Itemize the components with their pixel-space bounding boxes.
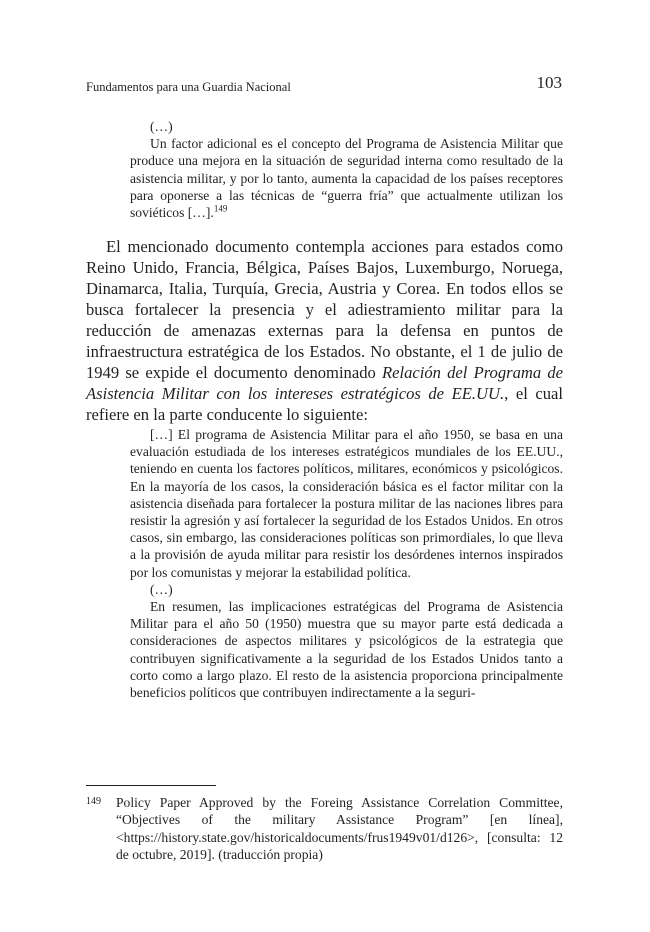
quote-paragraph xyxy=(130,135,563,221)
page-number: 103 xyxy=(536,73,562,92)
quote-text: Un factor adicional es el concepto del Programa de Asistencia Militar que produce una mejora en la situación de seguridad interna como resultado de la asistencia militar, y por lo tanto, aumenta la capacidad de los países receptores para oponerse a las técnicas de “guerra fría” que actualmente utilizan los soviéticos […]. xyxy=(130,136,563,221)
document-title: Relación del Programa de Asistencia Militar con los intereses estratégicos de EE.UU. xyxy=(86,363,563,403)
block-quote-2 xyxy=(130,426,563,701)
body-paragraph-text xyxy=(86,236,563,425)
block-quote-1 xyxy=(130,118,563,221)
footnote xyxy=(86,794,563,864)
running-title: Fundamentos para una Guardia Nacional xyxy=(86,80,291,94)
footnote-number: 149 xyxy=(86,796,101,807)
quote-paragraph-1: […] El programa de Asistencia Militar para el año 1950, se basa en una evaluación estudiada de los intereses estratégicos mundiales de los EE.UU., teniendo en cuenta los factores políticos, militares, económicos y psicológicos. En la mayoría de los casos, la consideración básica es el factor militar con la asistencia diseñada para fortalecer la postura militar de las naciones libres para resistir la agresión y así fortalecer la seguridad de los Estados Unidos. En otros casos, sin embargo, las consideraciones políticas son primordiales, lo que lleva a la provisión de ayuda militar para resistir los desórdenes internos inspirados por los comunistas y mejorar la estabilidad política. xyxy=(130,427,563,580)
body-text-after: , el cual refiere en la parte conducente lo siguiente: xyxy=(86,384,563,424)
quote-paragraph-2: En resumen, las implicaciones estratégicas del Programa de Asistencia Militar para el año 50 (1950) muestra que su mayor parte está dedicada a consideraciones de aspectos militares y psicológicos de la estrategia que contribuyen significativamente a la seguridad de los Estados Unidos tanto a corto como a largo plazo. El resto de la asistencia proporciona principalmente beneficios políticos que contribuyen indirectamente a la seguri- xyxy=(130,599,563,701)
footnote-reference[interactable]: 149 xyxy=(213,203,228,214)
quote-ellipsis: (…) xyxy=(150,581,173,597)
quote-ellipsis: (…) xyxy=(150,119,173,134)
body-text-before: El mencionado documento contempla acciones para estados como Reino Unido, Francia, Bélgica, Países Bajos, Luxemburgo, Noruega, Dinamarca, Italia, Turquía, Grecia, Austria y Corea. En todos ellos se busca fortalecer la presencia y el adiestramiento militar para la reducción de amenazas externas para la defensa en puntos de infraestructura estratégica de los Estados. No obstante, el 1 de julio de 1949 se expide el documento denominado xyxy=(86,237,563,382)
body-paragraph xyxy=(86,236,563,425)
footnote-text: Policy Paper Approved by the Foreing Assistance Correlation Committee, “Objectives of the military Assistance Program” [en línea], <https://history.state.gov/historicaldocuments/frus1949v01/d126>, [consulta: 12 de octubre, 2019]. (traducción propia) xyxy=(116,795,563,863)
footnote-divider xyxy=(86,785,216,786)
